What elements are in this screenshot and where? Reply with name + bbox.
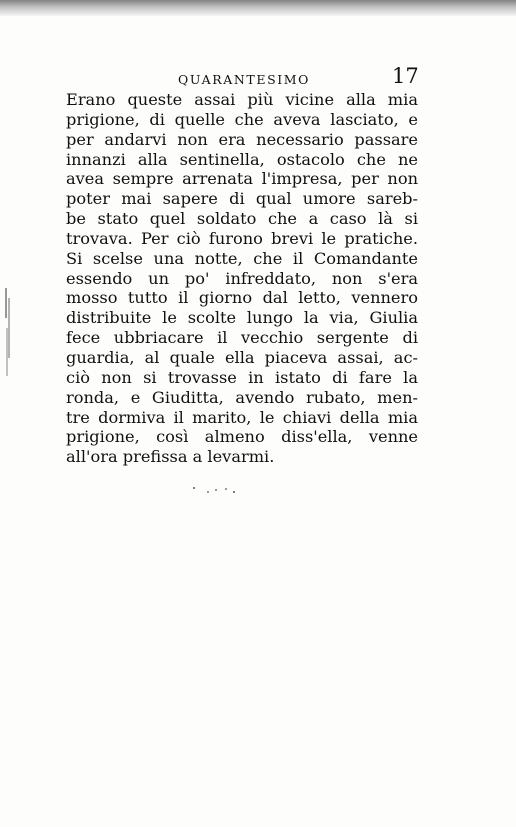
text-line: all'ora prefissa a levarmi.: [66, 447, 275, 467]
running-head: [178, 64, 438, 90]
scan-top-edge: [0, 0, 516, 16]
text-line: be stato quel soldato che a caso là si: [66, 209, 418, 229]
running-title: QUARANTESIMO: [178, 72, 311, 87]
text-line: guardia, al quale ella piaceva assai, ac-: [66, 347, 418, 367]
text-line: ronda, e Giuditta, avendo rubato, men-: [66, 387, 418, 407]
print-specks: [190, 484, 250, 504]
text-line: Erano queste assai più vicine alla mia: [66, 90, 418, 109]
text-line: mosso tutto il giorno dal letto, vennero: [66, 288, 418, 308]
text-line: Si scelse una notte, che il Comandante: [66, 248, 418, 268]
text-line: prigione, così almeno diss'ella, venne: [66, 427, 418, 447]
text-line: prigione, di quelle che aveva lasciato, e: [66, 109, 418, 129]
text-line: avea sempre arrenata l'impresa, per non: [66, 169, 418, 189]
text-line: poter mai sapere di qual umore sareb-: [66, 189, 418, 209]
body-text: [66, 90, 426, 467]
text-line: essendo un po' infreddato, non s'era: [66, 268, 418, 288]
text-line: tre dormiva il marito, le chiavi della mia: [66, 407, 418, 427]
text-line: distribuite le scolte lungo la via, Giulia: [66, 308, 418, 328]
text-line: trovava. Per ciò furono brevi le pratiche.: [66, 228, 418, 248]
text-line: per andarvi non era necessario passare: [66, 129, 418, 149]
text-line: fece ubbriacare il vecchio sergente di: [66, 328, 418, 348]
text-line: innanzi alla sentinella, ostacolo che ne: [66, 149, 418, 169]
page-number: 17: [392, 64, 419, 88]
text-line: ciò non si trovasse in istato di fare la: [66, 367, 418, 387]
scan-edge-marks: [4, 288, 12, 378]
